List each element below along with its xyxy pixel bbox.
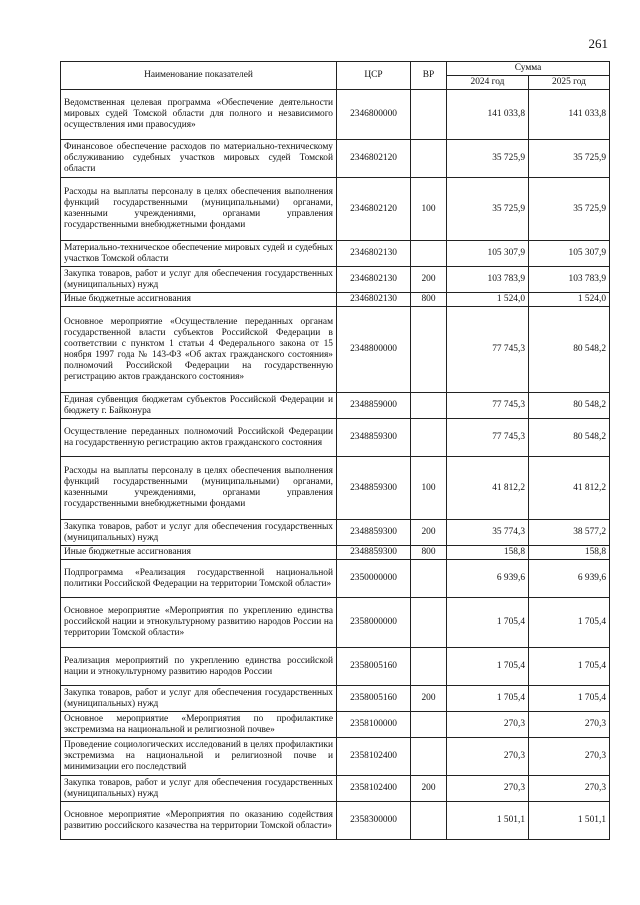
table-row bbox=[61, 90, 610, 140]
row-sum-2025: 141 033,8 bbox=[529, 90, 610, 140]
row-sum-2025: 158,8 bbox=[529, 546, 610, 560]
table-row bbox=[61, 520, 610, 546]
row-sum-2024: 77 745,3 bbox=[447, 307, 529, 393]
row-sum-2024: 6 939,6 bbox=[447, 560, 529, 598]
row-sum-2024: 35 725,9 bbox=[447, 178, 529, 241]
row-sum-2025: 270,3 bbox=[529, 738, 610, 776]
row-sum-2025: 38 577,2 bbox=[529, 520, 610, 546]
row-sum-2025: 1 501,1 bbox=[529, 802, 610, 840]
row-sum-2024: 35 725,9 bbox=[447, 140, 529, 178]
row-code: 2348859300 bbox=[337, 419, 411, 457]
row-name: Проведение социологических исследований в целях профилактики экстремизма на национальной и религиозной почве и минимизации его последствий bbox=[61, 738, 337, 776]
row-name: Основное мероприятие «Мероприятия по профилактике экстремизма на национальной и религиозной почве» bbox=[61, 712, 337, 738]
row-sum-2024: 270,3 bbox=[447, 738, 529, 776]
row-code: 2358102400 bbox=[337, 776, 411, 802]
row-name: Закупка товаров, работ и услуг для обеспечения государственных (муниципальных) нужд bbox=[61, 520, 337, 546]
row-sum-2025: 6 939,6 bbox=[529, 560, 610, 598]
row-sum-2024: 270,3 bbox=[447, 776, 529, 802]
row-sum-2025: 105 307,9 bbox=[529, 241, 610, 267]
row-sum-2025: 35 725,9 bbox=[529, 140, 610, 178]
table-row bbox=[61, 178, 610, 241]
row-sum-2024: 1 524,0 bbox=[447, 293, 529, 307]
row-sum-2025: 270,3 bbox=[529, 776, 610, 802]
row-name: Основное мероприятие «Мероприятия по укреплению единства российской нации и этнокультурному развитию народов России на территории Томской области» bbox=[61, 598, 337, 648]
row-sum-2025: 35 725,9 bbox=[529, 178, 610, 241]
row-code: 2358100000 bbox=[337, 712, 411, 738]
row-vr: 800 bbox=[411, 293, 447, 307]
row-sum-2025: 1 705,4 bbox=[529, 686, 610, 712]
row-code: 2348859300 bbox=[337, 520, 411, 546]
header-sum: Сумма bbox=[447, 62, 610, 76]
row-name: Реализация мероприятий по укреплению единства российской нации и этнокультурному развитию народов России bbox=[61, 648, 337, 686]
table-body bbox=[61, 90, 610, 840]
row-name: Закупка товаров, работ и услуг для обеспечения государственных (муниципальных) нужд bbox=[61, 267, 337, 293]
row-vr bbox=[411, 90, 447, 140]
row-sum-2025: 41 812,2 bbox=[529, 457, 610, 520]
row-code: 2348859300 bbox=[337, 457, 411, 520]
row-sum-2025: 1 705,4 bbox=[529, 598, 610, 648]
row-sum-2025: 103 783,9 bbox=[529, 267, 610, 293]
row-sum-2024: 1 501,1 bbox=[447, 802, 529, 840]
table-row bbox=[61, 307, 610, 393]
row-sum-2025: 80 548,2 bbox=[529, 307, 610, 393]
row-vr bbox=[411, 738, 447, 776]
row-sum-2024: 103 783,9 bbox=[447, 267, 529, 293]
table-row bbox=[61, 802, 610, 840]
row-code: 2346802120 bbox=[337, 178, 411, 241]
row-sum-2024: 141 033,8 bbox=[447, 90, 529, 140]
row-vr bbox=[411, 419, 447, 457]
table-row bbox=[61, 267, 610, 293]
budget-table bbox=[60, 61, 610, 840]
row-vr: 100 bbox=[411, 178, 447, 241]
row-name: Подпрограмма «Реализация государственной национальной политики Российской Федерации на территории Томской области» bbox=[61, 560, 337, 598]
row-code: 2358000000 bbox=[337, 598, 411, 648]
row-name: Финансовое обеспечение расходов по материально-техническому обслуживанию судебных участков мировых судей Томской области bbox=[61, 140, 337, 178]
header-code: ЦСР bbox=[337, 62, 411, 90]
row-sum-2024: 77 745,3 bbox=[447, 393, 529, 419]
row-code: 2358102400 bbox=[337, 738, 411, 776]
row-code: 2346800000 bbox=[337, 90, 411, 140]
row-vr bbox=[411, 802, 447, 840]
row-name: Закупка товаров, работ и услуг для обеспечения государственных (муниципальных) нужд bbox=[61, 776, 337, 802]
row-sum-2025: 270,3 bbox=[529, 712, 610, 738]
row-code: 2358300000 bbox=[337, 802, 411, 840]
row-sum-2024: 105 307,9 bbox=[447, 241, 529, 267]
table-row bbox=[61, 738, 610, 776]
row-vr: 800 bbox=[411, 546, 447, 560]
row-vr bbox=[411, 648, 447, 686]
row-sum-2024: 41 812,2 bbox=[447, 457, 529, 520]
row-code: 2350000000 bbox=[337, 560, 411, 598]
row-name: Закупка товаров, работ и услуг для обеспечения государственных (муниципальных) нужд bbox=[61, 686, 337, 712]
row-vr bbox=[411, 712, 447, 738]
row-name: Осуществление переданных полномочий Российской Федерации на государственную регистрацию актов гражданского состояния bbox=[61, 419, 337, 457]
row-sum-2024: 1 705,4 bbox=[447, 598, 529, 648]
row-name: Иные бюджетные ассигнования bbox=[61, 546, 337, 560]
row-sum-2024: 1 705,4 bbox=[447, 648, 529, 686]
table-row bbox=[61, 712, 610, 738]
row-name: Расходы на выплаты персоналу в целях обеспечения выполнения функций государственными (муниципальными) органами, казенными учреждениями, органами управления государственными внебюджетными фондами bbox=[61, 178, 337, 241]
row-vr bbox=[411, 560, 447, 598]
row-sum-2024: 270,3 bbox=[447, 712, 529, 738]
row-code: 2358005160 bbox=[337, 648, 411, 686]
row-vr bbox=[411, 140, 447, 178]
table-header bbox=[61, 62, 610, 90]
row-name: Иные бюджетные ассигнования bbox=[61, 293, 337, 307]
row-vr: 200 bbox=[411, 686, 447, 712]
table-row bbox=[61, 140, 610, 178]
row-vr bbox=[411, 307, 447, 393]
table-row bbox=[61, 560, 610, 598]
table-row bbox=[61, 419, 610, 457]
table-row bbox=[61, 598, 610, 648]
row-name: Материально-техническое обеспечение мировых судей и судебных участков Томской области bbox=[61, 241, 337, 267]
table-row bbox=[61, 776, 610, 802]
row-name: Ведомственная целевая программа «Обеспечение деятельности мировых судей Томской области для полного и независимого осуществления ими правосудия» bbox=[61, 90, 337, 140]
row-code: 2346802130 bbox=[337, 293, 411, 307]
row-vr bbox=[411, 598, 447, 648]
row-code: 2346802130 bbox=[337, 267, 411, 293]
row-name: Основное мероприятие «Осуществление переданных органам государственной власти субъектов Российской Федерации в соответствии с пунктом 1 статьи 4 Федерального закона от 15 ноября 1997 года № 143-ФЗ «Об актах гражданского состояния» полномочий Российской Федерации на государственную регистрацию актов гражданского состояния» bbox=[61, 307, 337, 393]
table-row bbox=[61, 457, 610, 520]
header-year-2025: 2025 год bbox=[529, 76, 610, 90]
row-code: 2348859300 bbox=[337, 546, 411, 560]
row-vr bbox=[411, 241, 447, 267]
row-name: Основное мероприятие «Мероприятия по оказанию содействия развитию российского казачества на территории Томской области» bbox=[61, 802, 337, 840]
row-sum-2024: 1 705,4 bbox=[447, 686, 529, 712]
row-vr bbox=[411, 393, 447, 419]
row-vr: 200 bbox=[411, 520, 447, 546]
table-row bbox=[61, 393, 610, 419]
page-number: 261 bbox=[588, 36, 608, 51]
row-sum-2025: 1 524,0 bbox=[529, 293, 610, 307]
header-year-2024: 2024 год bbox=[447, 76, 529, 90]
row-sum-2025: 1 705,4 bbox=[529, 648, 610, 686]
row-vr: 200 bbox=[411, 267, 447, 293]
row-vr: 200 bbox=[411, 776, 447, 802]
table-row bbox=[61, 241, 610, 267]
header-vr: ВР bbox=[411, 62, 447, 90]
table-row bbox=[61, 648, 610, 686]
header-name: Наименование показателей bbox=[61, 62, 337, 90]
table-row bbox=[61, 686, 610, 712]
row-sum-2025: 80 548,2 bbox=[529, 393, 610, 419]
row-code: 2348859000 bbox=[337, 393, 411, 419]
row-name: Единая субвенция бюджетам субъектов Российской Федерации и бюджету г. Байконура bbox=[61, 393, 337, 419]
row-vr: 100 bbox=[411, 457, 447, 520]
row-sum-2024: 35 774,3 bbox=[447, 520, 529, 546]
row-code: 2346802130 bbox=[337, 241, 411, 267]
row-name: Расходы на выплаты персоналу в целях обеспечения выполнения функций государственными (муниципальными) органами, казенными учреждениями, органами управления государственными внебюджетными фондами bbox=[61, 457, 337, 520]
row-code: 2346802120 bbox=[337, 140, 411, 178]
row-code: 2358005160 bbox=[337, 686, 411, 712]
row-code: 2348800000 bbox=[337, 307, 411, 393]
row-sum-2025: 80 548,2 bbox=[529, 419, 610, 457]
table-row bbox=[61, 293, 610, 307]
row-sum-2024: 77 745,3 bbox=[447, 419, 529, 457]
row-sum-2024: 158,8 bbox=[447, 546, 529, 560]
table-row bbox=[61, 546, 610, 560]
